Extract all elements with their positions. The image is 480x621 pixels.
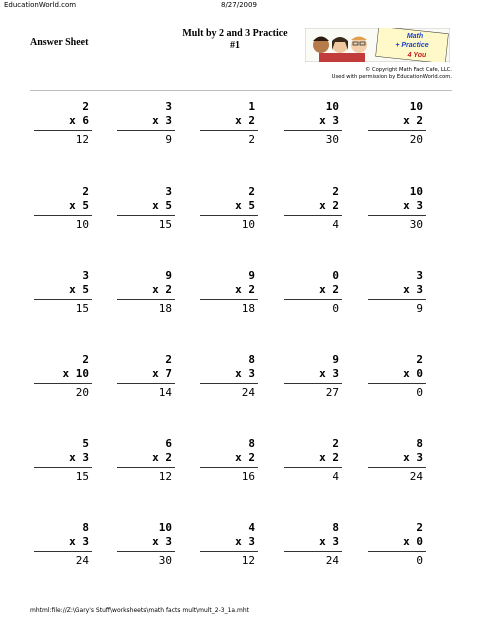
answer: 14 <box>158 386 172 399</box>
problem <box>198 100 258 147</box>
problem <box>366 437 426 484</box>
problem <box>115 521 175 568</box>
top-number: 10 <box>325 100 339 113</box>
answer-line <box>200 467 258 468</box>
top-number: 3 <box>416 269 423 282</box>
top-number: 2 <box>82 100 89 113</box>
problem <box>32 100 92 147</box>
answer-line <box>200 383 258 384</box>
multiplier: x 3 <box>152 114 172 127</box>
answer-line <box>368 299 426 300</box>
multiplier: x 3 <box>403 451 423 464</box>
worksheet-title <box>170 28 300 52</box>
answer: 27 <box>325 386 339 399</box>
multiplier: x 10 <box>62 367 89 380</box>
answer-line <box>34 551 92 552</box>
problem <box>115 269 175 316</box>
top-number: 4 <box>248 521 255 534</box>
problem <box>115 100 175 147</box>
multiplier: x 2 <box>152 283 172 296</box>
multiplier: x 3 <box>319 535 339 548</box>
top-number: 3 <box>165 185 172 198</box>
answer: 30 <box>409 218 423 231</box>
problem <box>32 269 92 316</box>
problem <box>115 437 175 484</box>
answer-line <box>117 383 175 384</box>
answer-line <box>284 215 342 216</box>
answer-line <box>200 130 258 131</box>
answer-line <box>368 215 426 216</box>
top-number: 5 <box>82 437 89 450</box>
answer: 24 <box>241 386 255 399</box>
answer: 24 <box>75 554 89 567</box>
problem <box>198 521 258 568</box>
multiplier: x 2 <box>319 283 339 296</box>
answer: 0 <box>416 554 423 567</box>
answer-line <box>284 130 342 131</box>
answer: 12 <box>158 470 172 483</box>
answer-line <box>117 215 175 216</box>
answer-line <box>284 551 342 552</box>
file-path-footer: mhtml:file://Z:\Gary's Stuff\worksheets\math facts mult\mult_2-3_1a.mht <box>30 607 249 614</box>
multiplier: x 3 <box>319 114 339 127</box>
top-number: 2 <box>82 353 89 366</box>
answer-line <box>284 299 342 300</box>
answer: 24 <box>325 554 339 567</box>
answer: 12 <box>241 554 255 567</box>
logo-text-4you: 4 You <box>407 52 427 59</box>
top-number: 8 <box>248 437 255 450</box>
answer: 18 <box>158 302 172 315</box>
top-number: 3 <box>82 269 89 282</box>
problem <box>32 353 92 400</box>
top-number: 8 <box>416 437 423 450</box>
answer: 30 <box>325 133 339 146</box>
multiplier: x 3 <box>319 367 339 380</box>
problem <box>366 185 426 232</box>
answer-line <box>368 551 426 552</box>
answer: 12 <box>75 133 89 146</box>
answer-line <box>34 299 92 300</box>
answer: 9 <box>416 302 423 315</box>
answer: 20 <box>409 133 423 146</box>
problem <box>282 353 342 400</box>
top-number: 10 <box>409 100 423 113</box>
answer: 24 <box>409 470 423 483</box>
multiplier: x 2 <box>319 199 339 212</box>
answer-sheet-label: Answer Sheet <box>30 37 89 48</box>
answer: 2 <box>248 133 255 146</box>
answer-line <box>284 467 342 468</box>
logo-text-practice: + Practice <box>395 42 429 49</box>
answer-line <box>117 130 175 131</box>
multiplier: x 6 <box>69 114 89 127</box>
top-number: 2 <box>248 185 255 198</box>
answer-line <box>368 467 426 468</box>
top-number: 8 <box>332 521 339 534</box>
top-number: 3 <box>165 100 172 113</box>
answer-line <box>117 299 175 300</box>
problem <box>366 269 426 316</box>
problem <box>198 353 258 400</box>
answer-line <box>368 383 426 384</box>
top-number: 2 <box>82 185 89 198</box>
multiplier: x 5 <box>152 199 172 212</box>
problem <box>115 185 175 232</box>
problem <box>198 269 258 316</box>
multiplier: x 2 <box>319 451 339 464</box>
top-number: 0 <box>332 269 339 282</box>
problem <box>282 185 342 232</box>
multiplier: x 2 <box>403 114 423 127</box>
top-number: 2 <box>332 185 339 198</box>
multiplier: x 2 <box>235 451 255 464</box>
answer: 9 <box>165 133 172 146</box>
problem <box>366 353 426 400</box>
top-number: 10 <box>409 185 423 198</box>
multiplier: x 5 <box>69 199 89 212</box>
top-number: 10 <box>158 521 172 534</box>
problem <box>32 437 92 484</box>
math-practice-logo <box>305 28 450 62</box>
top-number: 2 <box>332 437 339 450</box>
multiplier: x 3 <box>403 199 423 212</box>
problem <box>32 185 92 232</box>
problem <box>282 269 342 316</box>
top-number: 6 <box>165 437 172 450</box>
multiplier: x 2 <box>235 114 255 127</box>
problem <box>115 353 175 400</box>
multiplier: x 5 <box>235 199 255 212</box>
answer: 15 <box>158 218 172 231</box>
answer: 10 <box>241 218 255 231</box>
top-number: 9 <box>165 269 172 282</box>
answer: 4 <box>332 470 339 483</box>
problem <box>282 100 342 147</box>
answer: 0 <box>332 302 339 315</box>
answer: 30 <box>158 554 172 567</box>
title-line-1: Mult by 2 and 3 Practice <box>182 28 288 39</box>
answer: 20 <box>75 386 89 399</box>
top-number: 2 <box>165 353 172 366</box>
multiplier: x 2 <box>152 451 172 464</box>
multiplier: x 3 <box>69 451 89 464</box>
multiplier: x 3 <box>235 535 255 548</box>
multiplier: x 2 <box>235 283 255 296</box>
answer-line <box>117 551 175 552</box>
top-number: 8 <box>248 353 255 366</box>
top-number: 9 <box>332 353 339 366</box>
copyright-line-1: © Copyright Math Fact Cafe, LLC. <box>365 67 452 73</box>
multiplier: x 5 <box>69 283 89 296</box>
answer-line <box>34 130 92 131</box>
problem <box>282 521 342 568</box>
answer-line <box>284 383 342 384</box>
answer-line <box>200 551 258 552</box>
top-number: 2 <box>416 521 423 534</box>
top-number: 2 <box>416 353 423 366</box>
problem <box>32 521 92 568</box>
answer: 16 <box>241 470 255 483</box>
answer: 10 <box>75 218 89 231</box>
top-number: 9 <box>248 269 255 282</box>
answer: 15 <box>75 302 89 315</box>
answer-line <box>200 215 258 216</box>
logo-text-math: Math <box>406 33 424 40</box>
title-line-2: #1 <box>230 40 240 51</box>
answer-line <box>200 299 258 300</box>
answer-line <box>34 383 92 384</box>
answer-line <box>368 130 426 131</box>
multiplier: x 3 <box>235 367 255 380</box>
multiplier: x 0 <box>403 535 423 548</box>
problem <box>198 437 258 484</box>
multiplier: x 3 <box>152 535 172 548</box>
multiplier: x 0 <box>403 367 423 380</box>
problem <box>198 185 258 232</box>
top-number: 1 <box>248 100 255 113</box>
site-name: EducationWorld.com <box>4 1 77 9</box>
multiplier: x 7 <box>152 367 172 380</box>
answer: 18 <box>241 302 255 315</box>
top-number: 8 <box>82 521 89 534</box>
multiplier: x 3 <box>69 535 89 548</box>
answer: 4 <box>332 218 339 231</box>
answer-line <box>34 215 92 216</box>
problem <box>366 521 426 568</box>
multiplier: x 3 <box>403 283 423 296</box>
answer-line <box>117 467 175 468</box>
answer-line <box>34 467 92 468</box>
problem <box>282 437 342 484</box>
answer: 15 <box>75 470 89 483</box>
answer: 0 <box>416 386 423 399</box>
problem <box>366 100 426 147</box>
copyright-notice <box>300 67 452 80</box>
copyright-line-2: Used with permission by EducationWorld.com. <box>331 73 452 80</box>
header-divider <box>30 90 452 91</box>
print-date: 8/27/2009 <box>221 1 257 9</box>
